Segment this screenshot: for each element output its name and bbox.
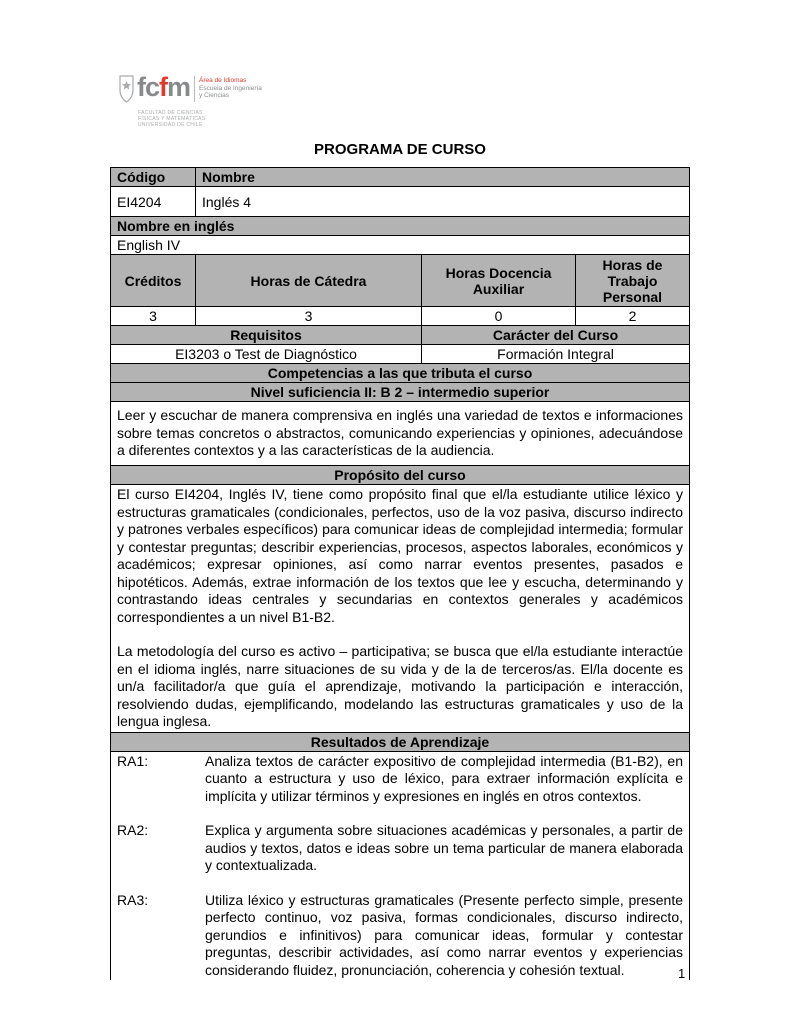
ra1-label: RA1: — [117, 752, 149, 769]
resultados-body — [111, 751, 690, 980]
competencias-header: Competencias a las que tributa el curso — [111, 364, 690, 383]
fcfm-logo — [118, 72, 268, 128]
creditos-header: Créditos — [111, 255, 196, 307]
logo-faculty-line3: UNIVERSIDAD DE CHILE — [138, 122, 203, 128]
horas-docencia-value: 0 — [422, 307, 576, 326]
table-row-english-name-value — [111, 236, 690, 255]
table-row-resultados-header — [111, 732, 690, 751]
horas-docencia-header: Horas Docencia Auxiliar — [422, 255, 576, 307]
competencias-body: Leer y escuchar de manera comprensiva en inglés una variedad de textos e informaciones sobre temas concretos o abstractos, comunicando experiencias y opiniones, adecuándose a diferentes contextos y a las características de la audiencia. — [111, 402, 690, 466]
list-item-ra3 — [117, 891, 686, 981]
creditos-value: 3 — [111, 307, 196, 326]
requisitos-header: Requisitos — [111, 326, 422, 345]
ra2-text: Explica y argumenta sobre situaciones académicas y personales, a partir de audios y textos, datos e ideas sobre un tema particular de manera elaborada y contextualizada. — [205, 822, 683, 873]
logo-tagline-school: Escuela de Ingeniería — [199, 84, 262, 92]
ra2-label: RA2: — [117, 822, 149, 838]
table-row-proposito-body — [111, 485, 690, 733]
horas-trabajo-header: Horas de Trabajo Personal — [576, 255, 690, 307]
table-row-hours-header — [111, 255, 690, 307]
proposito-paragraph-1: El curso EI4204, Inglés IV, tiene como propósito final que el/la estudiante utilice léxico y estructuras gramaticales (condicionales, perfectos, uso de la voz pasiva, discurso indirecto y patrones verbales específicos) para comunicar ideas de complejidad intermedia; formular y contestar preguntas; describir experiencias, procesos, aspectos laborales, económicos y académicos; expresar opiniones, así como narrar eventos presentes, pasados e hipotéticos. Además, extrae información de los textos que lee y escucha, determinando y contrastando ideas centrales y secundarias en contextos generales y académicos correspondientes a un nivel B1-B2. — [117, 486, 683, 625]
caracter-value: Formación Integral — [422, 345, 690, 364]
nombre-value: Inglés 4 — [196, 187, 690, 217]
fcfm-wordmark-red-letter: f — [159, 72, 168, 102]
course-program-table — [110, 167, 690, 980]
proposito-body — [111, 485, 690, 733]
table-row-proposito-header — [111, 466, 690, 485]
resultados-header: Resultados de Aprendizaje — [111, 732, 690, 751]
logo-tagline — [199, 72, 262, 100]
horas-catedra-value: 3 — [196, 307, 422, 326]
logo-tagline-school2: y Ciencias — [199, 92, 230, 99]
nivel-suficiencia-header: Nivel suficiencia II: B 2 – intermedio superior — [111, 383, 690, 402]
logo-faculty-text — [138, 110, 268, 128]
table-row-competencias-header — [111, 364, 690, 383]
caracter-header: Carácter del Curso — [422, 326, 690, 345]
list-item-ra2 — [117, 822, 683, 875]
logo-faculty-line2: FÍSICAS Y MATEMÁTICAS — [138, 116, 206, 122]
table-row-requisitos-header — [111, 326, 690, 345]
table-row-requisitos-values — [111, 345, 690, 364]
ra3-text: Utiliza léxico y estructuras gramaticales (Presente perfecto simple, presente perfecto continuo, voz pasiva, formas condicionales, discurso indirecto, gerundios e infinitivos) para comunicar ideas, formular y contestar preguntas, describir actividades, así como narrar eventos y experiencias considerando fluidez, pronunciación, coherencia y cohesión textual. — [205, 891, 683, 978]
logo-tagline-area: Área de Idiomas — [199, 77, 247, 84]
list-item-ra1 — [117, 753, 683, 806]
proposito-header: Propósito del curso — [111, 466, 690, 485]
nombre-ingles-header: Nombre en inglés — [111, 217, 690, 236]
table-row-code-name-value — [111, 187, 690, 217]
table-row-competencias-body — [111, 402, 690, 466]
horas-trabajo-value: 2 — [576, 307, 690, 326]
fcfm-wordmark — [137, 72, 190, 102]
fcfm-wordmark-suffix: m — [167, 72, 191, 102]
ra3-label: RA3: — [117, 891, 149, 908]
table-row-hours-values — [111, 307, 690, 326]
logo-faculty-line1: FACULTAD DE CIENCIAS — [138, 110, 203, 116]
university-crest-icon — [118, 74, 135, 106]
ra1-text: Analiza textos de carácter expositivo de complejidad intermedia (B1-B2), en cuanto a estructura y uso de léxico, para extraer información explícita e implícita y utilizar términos y expresiones en inglés en otros contextos. — [205, 752, 683, 804]
codigo-value: EI4204 — [111, 187, 196, 217]
nombre-ingles-value: English IV — [111, 236, 690, 255]
logo-divider — [194, 76, 195, 102]
proposito-paragraph-2: La metodología del curso es activo – participativa; se busca que el/la estudiante interactúe en el idioma inglés, narre situaciones de su vida y de la de terceros/as. El/la docente es un/a facilitador/a que guía el aprendizaje, motivando la participación e interacción, resolviendo dudas, ejemplificando, modelando las estructuras gramaticales y uso de la lengua inglesa. — [117, 643, 683, 729]
codigo-header: Código — [111, 168, 196, 187]
fcfm-wordmark-prefix: fc — [137, 72, 160, 102]
requisitos-value: EI3203 o Test de Diagnóstico — [111, 345, 422, 364]
horas-catedra-header: Horas de Cátedra — [196, 255, 422, 307]
page-number: 1 — [678, 966, 686, 981]
page-title: PROGRAMA DE CURSO — [314, 141, 486, 158]
table-row-code-name-header — [111, 168, 690, 187]
table-row-resultados-body — [111, 751, 690, 980]
nombre-header: Nombre — [196, 168, 690, 187]
table-row-english-name-header — [111, 217, 690, 236]
table-row-nivel-header — [111, 383, 690, 402]
